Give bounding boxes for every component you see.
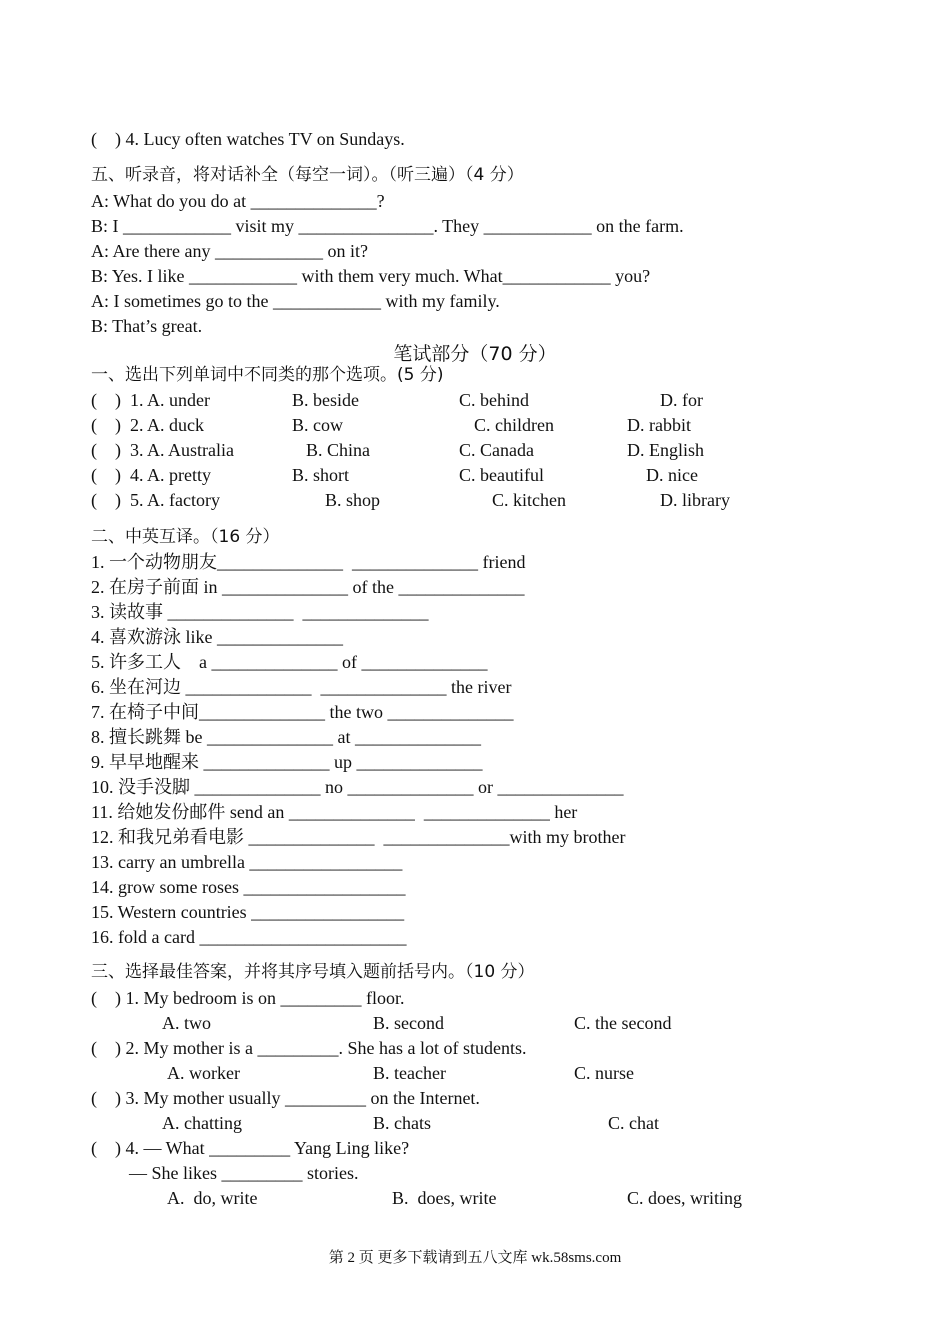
translation-item: 7. 在椅子中间______________ the two ______________	[91, 702, 514, 722]
dialogue-line: B: I ____________ visit my _______________. They ____________ on the farm.	[91, 216, 684, 236]
part1-title: 一、选出下列单词中不同类的那个选项。(5 分)	[91, 365, 444, 385]
question-4: ( ) 4. — What _________ Yang Ling like?	[91, 1138, 410, 1158]
option-d: D. rabbit	[627, 415, 691, 435]
q4-option-a: A. do, write	[167, 1188, 258, 1208]
dialogue-line: B: Yes. I like ____________ with them very much. What____________ you?	[91, 266, 651, 286]
translation-item: 9. 早早地醒来 ______________ up ______________	[91, 752, 483, 772]
row-num-a: ( ) 5. A. factory	[91, 490, 220, 510]
q2-option-b: B. teacher	[373, 1063, 446, 1083]
option-b: B. shop	[325, 490, 381, 510]
option-c: C. Canada	[459, 440, 534, 460]
translation-item: 8. 擅长跳舞 be ______________ at ______________	[91, 727, 481, 747]
part3-title: 三、选择最佳答案，并将其序号填入题前括号内。（10 分）	[91, 962, 535, 982]
q4-option-b: B. does, write	[392, 1188, 497, 1208]
dialogue-line: B: That’s great.	[91, 316, 203, 336]
translation-item: 12. 和我兄弟看电影 ______________ ______________with my brother	[91, 827, 626, 847]
q1-option-b: B. second	[373, 1013, 444, 1033]
option-d: D. library	[660, 490, 730, 510]
q1-option-a: A. two	[162, 1013, 211, 1033]
translation-item: 2. 在房子前面 in ______________ of the ______________	[91, 577, 525, 597]
row-num-a: ( ) 3. A. Australia	[91, 440, 234, 460]
option-c: C. kitchen	[492, 490, 566, 510]
translation-item: 4. 喜欢游泳 like ______________	[91, 627, 343, 647]
option-b: B. beside	[292, 390, 359, 410]
question-3: ( ) 3. My mother usually _________ on the Internet.	[91, 1088, 480, 1108]
page-footer: 第 2 页 更多下载请到五八文库 wk.58sms.com	[328, 1250, 622, 1266]
row-num-a: ( ) 1. A. under	[91, 390, 210, 410]
translation-item: 16. fold a card _______________________	[91, 927, 407, 947]
translation-item: 3. 读故事 ______________ ______________	[91, 602, 429, 622]
option-b: B. short	[292, 465, 350, 485]
translation-item: 13. carry an umbrella _________________	[91, 852, 403, 872]
option-d: D. English	[627, 440, 705, 460]
option-c: C. beautiful	[459, 465, 544, 485]
q2-option-a: A. worker	[167, 1063, 240, 1083]
written-title: 笔试部分（70 分）	[393, 343, 557, 365]
translation-item: 6. 坐在河边 ______________ ______________ the river	[91, 677, 512, 697]
question-4-answer-line: — She likes _________ stories.	[129, 1163, 359, 1183]
dialogue-line: A: I sometimes go to the ____________ with my family.	[91, 291, 500, 311]
q4-option-c: C. does, writing	[627, 1188, 742, 1208]
translation-item: 11. 给她发份邮件 send an ______________ ______________ her	[91, 802, 578, 822]
option-b: B. China	[306, 440, 371, 460]
dialogue-line: A: Are there any ____________ on it?	[91, 241, 368, 261]
translation-item: 15. Western countries _________________	[91, 902, 405, 922]
translation-item: 10. 没手没脚 ______________ no ______________ or ______________	[91, 777, 624, 797]
q3-option-a: A. chatting	[162, 1113, 242, 1133]
section5-title: 五、听录音，将对话补全（每空一词）。（听三遍）（4 分）	[91, 165, 524, 185]
translation-item: 5. 许多工人 a ______________ of ______________	[91, 652, 488, 672]
part2-title: 二、中英互译。（16 分）	[91, 527, 280, 547]
option-c: C. children	[474, 415, 554, 435]
translation-item: 14. grow some roses __________________	[91, 877, 406, 897]
q3-option-c: C. chat	[608, 1113, 659, 1133]
translation-item: 1. 一个动物朋友______________ ______________ friend	[91, 552, 526, 572]
question-2: ( ) 2. My mother is a _________. She has a lot of students.	[91, 1038, 527, 1058]
row-num-a: ( ) 4. A. pretty	[91, 465, 211, 485]
option-c: C. behind	[459, 390, 529, 410]
option-d: D. nice	[646, 465, 698, 485]
q2-option-c: C. nurse	[574, 1063, 634, 1083]
listening-q4: ( ) 4. Lucy often watches TV on Sundays.	[91, 129, 405, 149]
dialogue-line: A: What do you do at ______________?	[91, 191, 385, 211]
question-1: ( ) 1. My bedroom is on _________ floor.	[91, 988, 405, 1008]
q1-option-c: C. the second	[574, 1013, 672, 1033]
option-d: D. for	[660, 390, 703, 410]
row-num-a: ( ) 2. A. duck	[91, 415, 204, 435]
option-b: B. cow	[292, 415, 343, 435]
q3-option-b: B. chats	[373, 1113, 431, 1133]
